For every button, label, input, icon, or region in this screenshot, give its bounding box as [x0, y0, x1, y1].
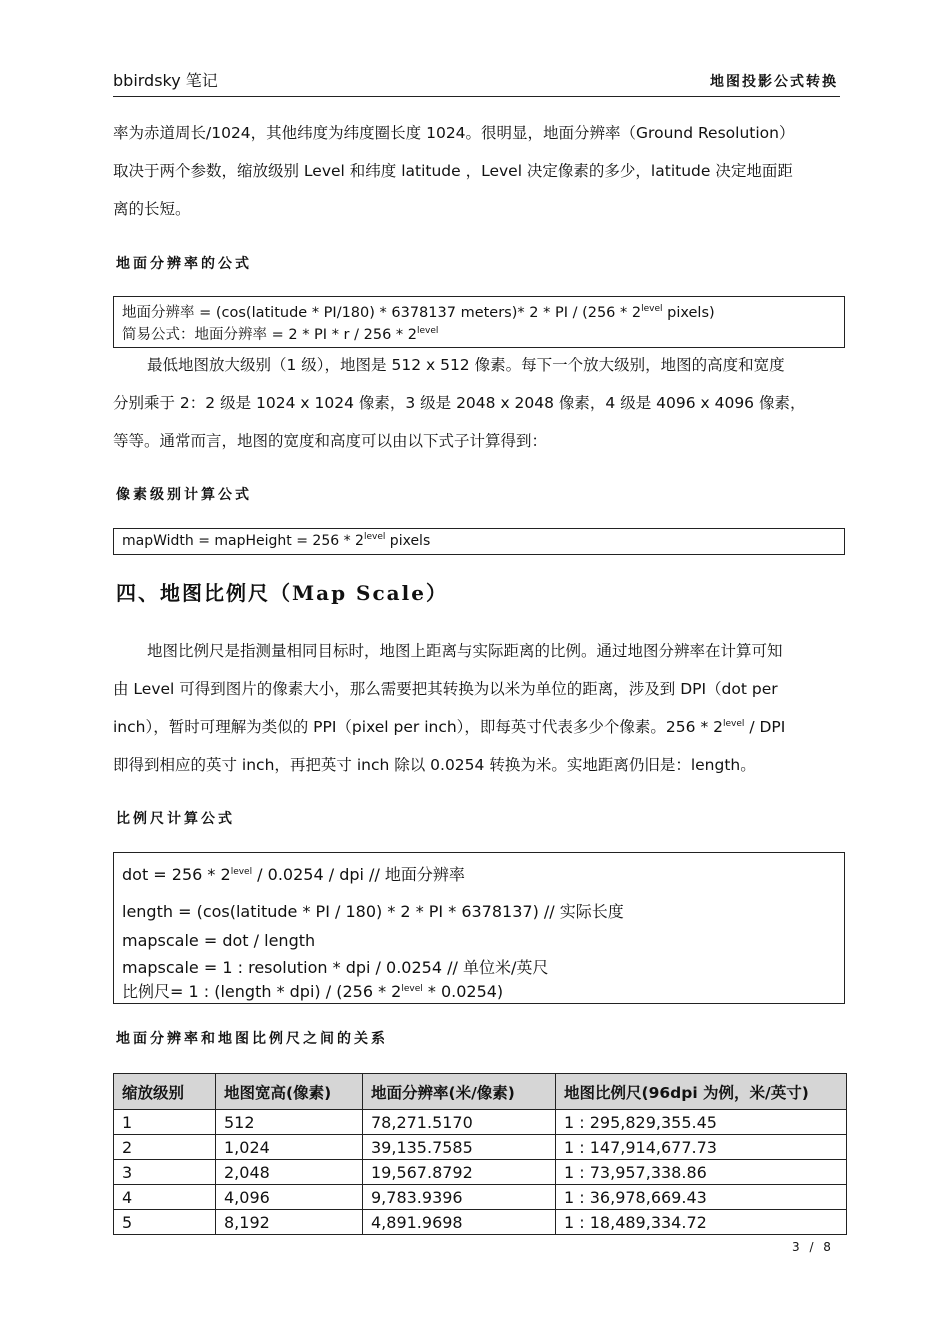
table-cell: 9,783.9396: [363, 1185, 556, 1210]
table-cell: 19,567.8792: [363, 1160, 556, 1185]
table-cell: 1,024: [216, 1135, 363, 1160]
relation-heading: 地面分辨率和地图比例尺之间的关系: [116, 1031, 388, 1047]
section-title-map-scale: 四、地图比例尺（Map Scale）: [116, 581, 448, 605]
table-cell: 3: [114, 1160, 216, 1185]
scale-formula-heading: 比例尺计算公式: [116, 811, 235, 827]
page-header: [113, 66, 840, 97]
resolution-scale-table: [113, 1073, 847, 1235]
table-cell: 4,096: [216, 1185, 363, 1210]
text-line: 最低地图放大级别（1 级），地图是 512 x 512 像素。每下一个放大级别，地图的高度和宽度: [147, 356, 785, 374]
table-cell: 1 : 36,978,669.43: [556, 1185, 847, 1210]
table-cell: 1 : 18,489,334.72: [556, 1210, 847, 1235]
pixel-formula-box: [113, 528, 845, 555]
table-cell: 1 : 295,829,355.45: [556, 1110, 847, 1135]
table-cell: 1 : 147,914,677.73: [556, 1135, 847, 1160]
table-cell: 5: [114, 1210, 216, 1235]
formula-line: dot = $256 * 2^{level} / 0.0254$ / dpi // 地面分辨率: [122, 865, 465, 884]
ground-resolution-formula-box: [113, 296, 845, 348]
formula-line: 比例尺= 1 : (length * $dpi) / (256 * 2^{level} * 0.0254)$: [122, 982, 504, 1001]
table-cell: 39,135.7585: [363, 1135, 556, 1160]
table-cell: 4,891.9698: [363, 1210, 556, 1235]
table-header-row: [114, 1074, 847, 1110]
table-cell: 1 : 73,957,338.86: [556, 1160, 847, 1185]
table-cell: 2: [114, 1135, 216, 1160]
text-line: 分别乘于 2：2 级是 1024 x 1024 像素，3 级是 2048 x 2048 像素，4 级是 4096 x 4096 像素，: [113, 394, 806, 412]
text-line: 率为赤道周长/1024，其他纬度为纬度圈长度 1024。很明显，地面分辨率（Ground Resolution）: [113, 124, 795, 142]
column-header: 缩放级别: [114, 1074, 216, 1110]
table-row: [114, 1135, 847, 1160]
header-title: 地图投影公式转换: [710, 74, 838, 90]
formula-line: length = (cos(latitude * PI / 180) * 2 * PI * 6378137) // 实际长度: [122, 902, 624, 921]
table-row: [114, 1110, 847, 1135]
table-cell: 1: [114, 1110, 216, 1135]
formula-line: 地面分辨率 = (cos(latitude * PI/180) * 6378137 meters)* 2 * PI / ($256 * 2^{level}$ pixels): [122, 304, 715, 321]
ground-resolution-heading: 地面分辨率的公式: [116, 256, 252, 272]
text-line: 地图比例尺是指测量相同目标时，地图上距离与实际距离的比例。通过地图分辨率在计算可知: [147, 642, 783, 660]
table-row: [114, 1185, 847, 1210]
text-line: 取决于两个参数，缩放级别 Level 和纬度 latitude ，Level 决定像素的多少，latitude 决定地面距: [113, 162, 793, 180]
text-line: 等等。通常而言，地图的宽度和高度可以由以下式子计算得到：: [113, 432, 548, 450]
column-header: 地图宽高(像素): [216, 1074, 363, 1110]
table-cell: 4: [114, 1185, 216, 1210]
formula-line: mapWidth = mapHeight = $256 * 2^{level}$ pixels: [122, 532, 431, 549]
table-row: [114, 1210, 847, 1235]
scale-formula-box: [113, 852, 845, 1004]
text-line: 由 Level 可得到图片的像素大小，那么需要把其转换为以米为单位的距离，涉及到 DPI（dot per: [113, 680, 778, 698]
table-cell: 8,192: [216, 1210, 363, 1235]
table-cell: 2,048: [216, 1160, 363, 1185]
column-header: 地图比例尺(96dpi 为例，米/英寸): [556, 1074, 847, 1110]
table-row: [114, 1160, 847, 1185]
formula-line: 简易公式：地面分辨率 = 2 * PI * r / $256 * 2^{level}$: [122, 326, 439, 343]
column-header: 地面分辨率(米/像素): [363, 1074, 556, 1110]
intro-paragraph: [113, 114, 843, 228]
text-line: inch），暂时可理解为类似的 PPI（pixel per inch），即每英寸代表多少个像素。$256 * 2^{level}$ / DPI: [113, 718, 786, 736]
map-scale-paragraph: [113, 632, 843, 784]
table-cell: 512: [216, 1110, 363, 1135]
header-author: bbirdsky 笔记: [113, 71, 218, 90]
levels-paragraph: [113, 346, 843, 460]
text-line: 即得到相应的英寸 inch，再把英寸 inch 除以 0.0254 转换为米。实地距离仍旧是：length。: [113, 756, 756, 774]
text-line: 离的长短。: [113, 200, 191, 218]
pixel-level-heading: 像素级别计算公式: [116, 487, 252, 503]
formula-line: mapscale = dot / length: [122, 931, 316, 950]
table-cell: 78,271.5170: [363, 1110, 556, 1135]
formula-line: mapscale = 1 : resolution * dpi / 0.0254 // 单位米/英尺: [122, 958, 549, 977]
page-number: 3 / 8: [792, 1240, 834, 1254]
